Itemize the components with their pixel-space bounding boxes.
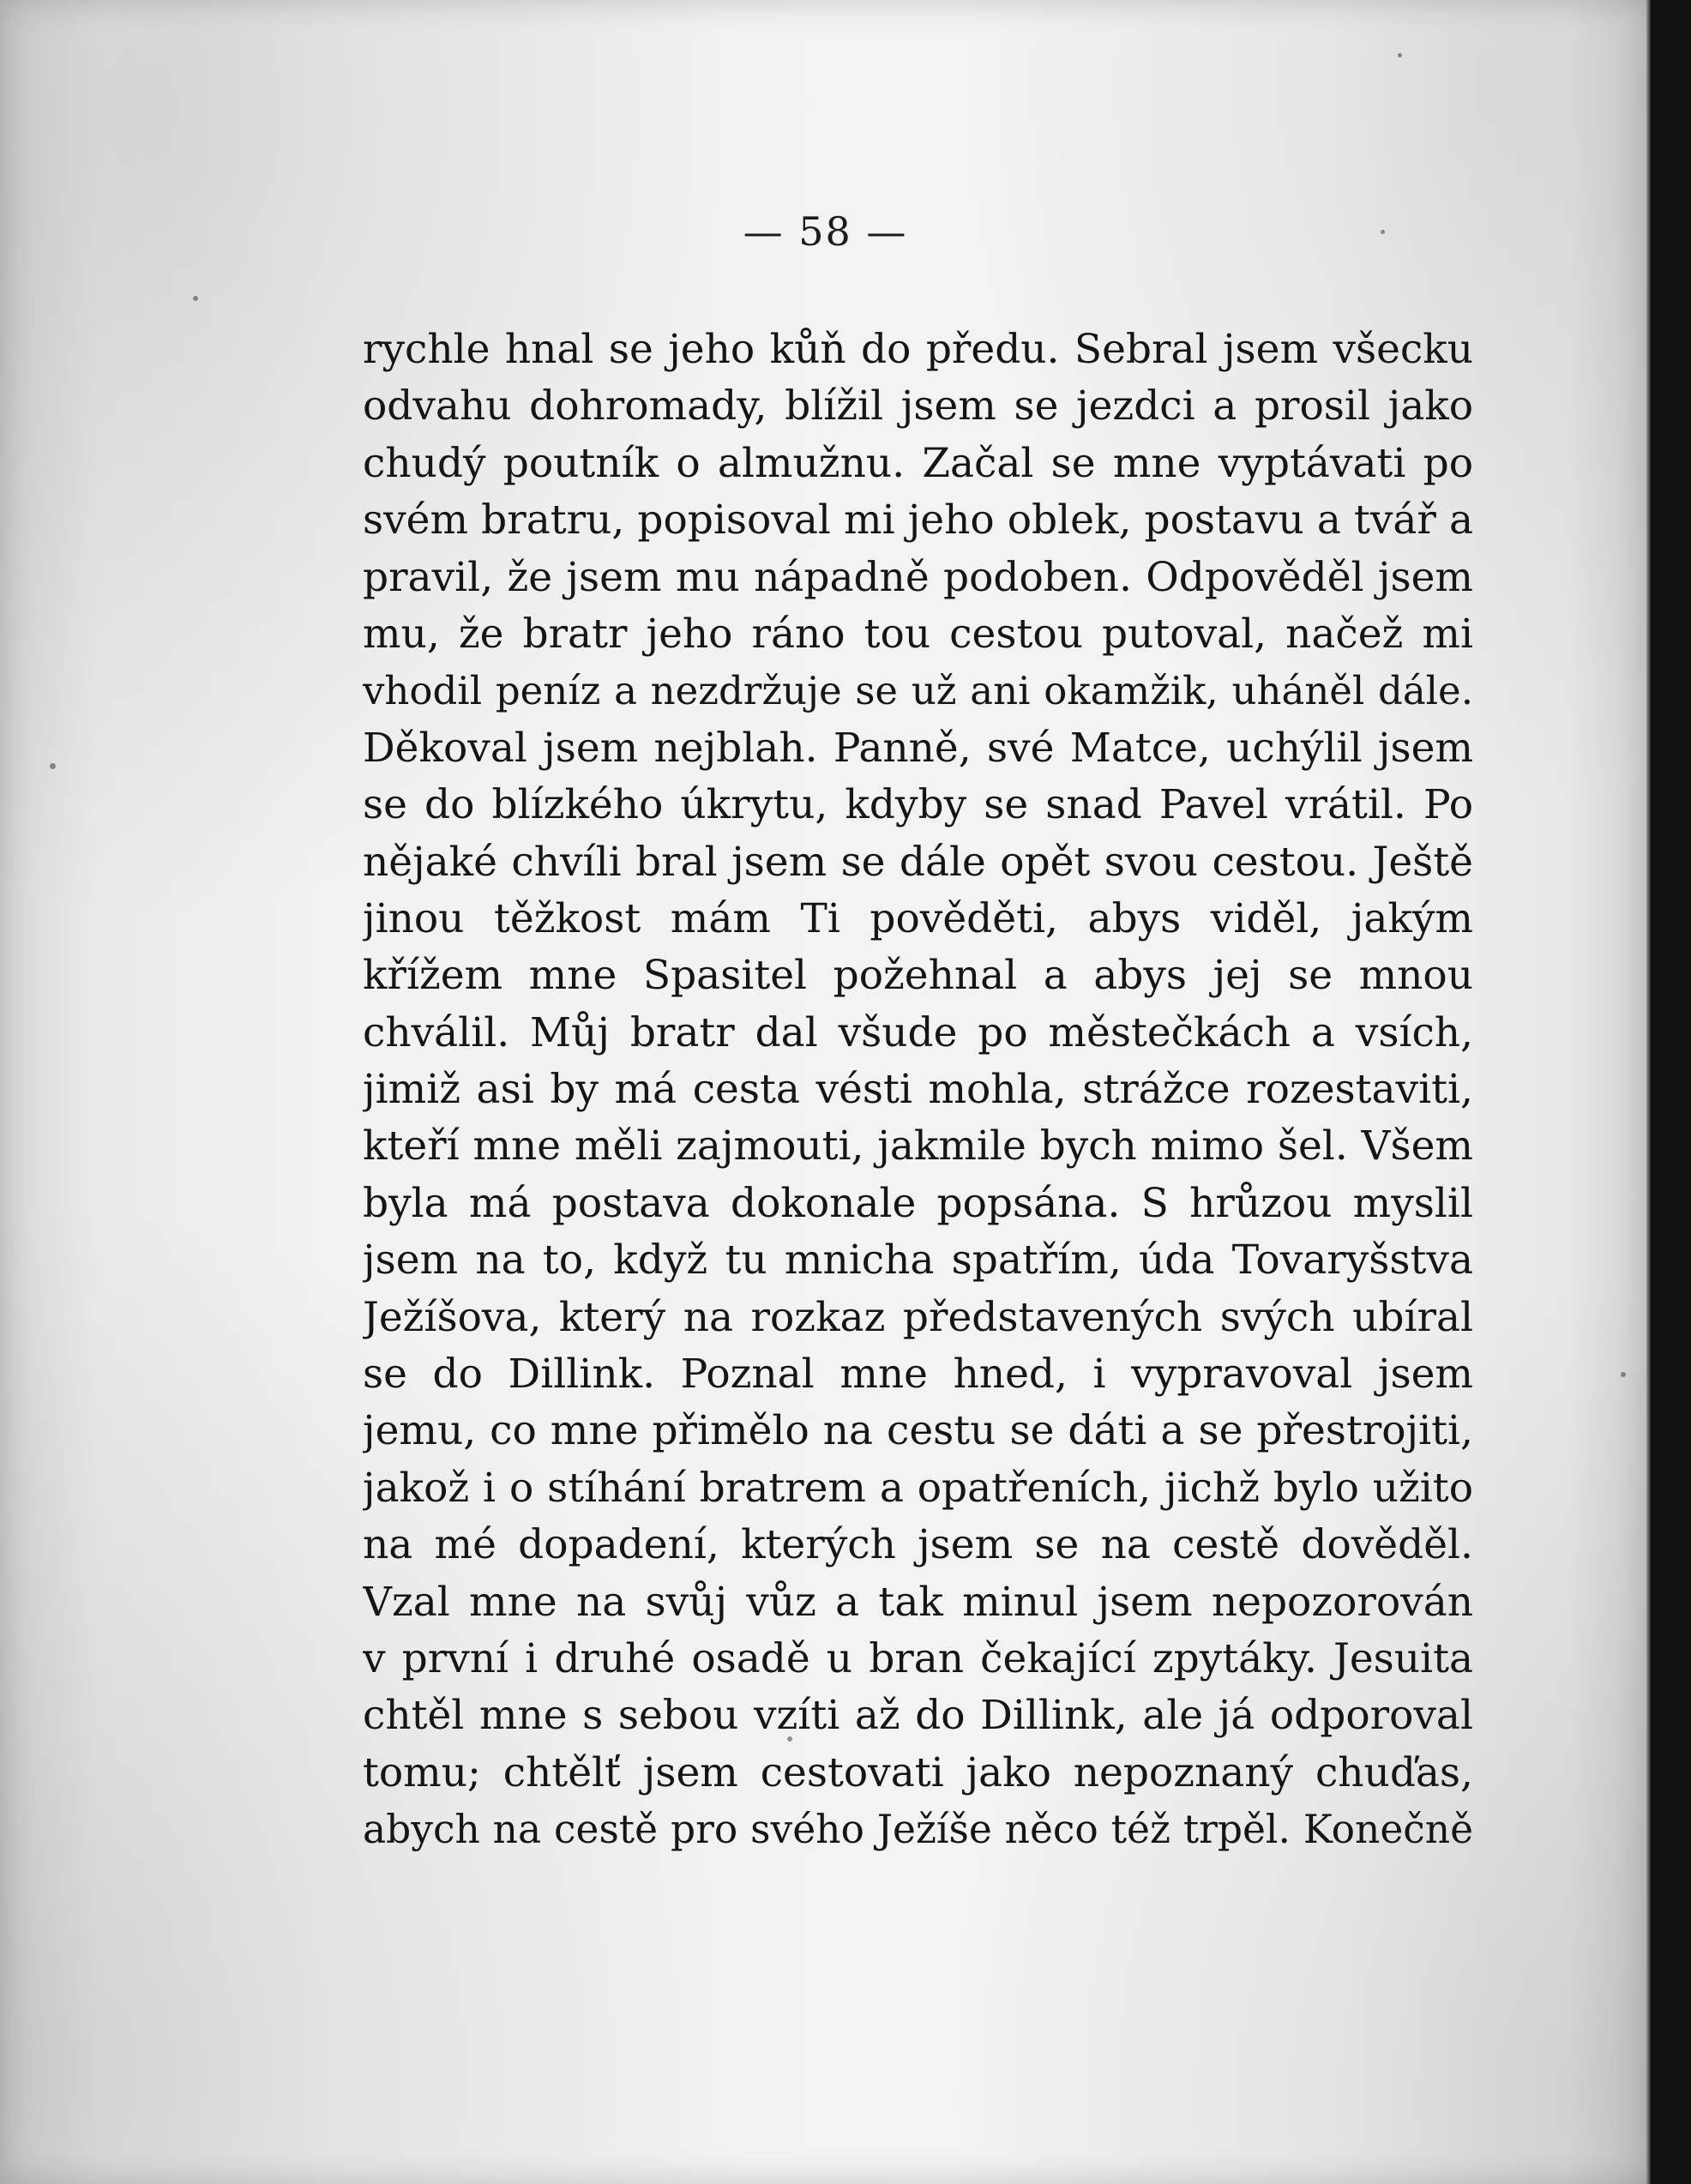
text-line: se do blízkého úkrytu, kdyby se snad Pavel vrátil. Po <box>363 781 1473 829</box>
text-line: na mé dopadení, kterých jsem se na cestě dověděl. <box>363 1521 1473 1569</box>
text-line: jakož i o stíhání bratrem a opatřeních, jichž bylo užito <box>363 1464 1473 1512</box>
text-line: jsem na to, když tu mnicha spatřím, úda Tovaryšstva <box>363 1236 1473 1285</box>
text-line: mu, že bratr jeho ráno tou cestou putoval, načež mi <box>363 610 1473 658</box>
paper-speck <box>1621 1372 1626 1377</box>
paper-speck <box>50 763 56 769</box>
text-line: chválil. Můj bratr dal všude po městečkách a vsích, <box>363 1008 1473 1056</box>
text-line: abych na cestě pro svého Ježíše něco též trpěl. Konečně <box>363 1807 1473 1853</box>
paper-speck <box>193 296 198 301</box>
body-text <box>363 322 1473 1859</box>
text-line: jimiž asi by má cesta vésti mohla, strážce rozestaviti, <box>363 1066 1473 1114</box>
text-line: chudý poutník o almužnu. Začal se mne vyptávati po <box>363 439 1473 487</box>
text-line: v první i druhé osadě u bran čekající zpytáky. Jesuita <box>363 1634 1473 1682</box>
text-line: chtěl mne s sebou vzíti až do Dillink, ale já odporoval <box>363 1692 1473 1740</box>
text-line: se do Dillink. Poznal mne hned, i vypravoval jsem <box>363 1351 1473 1399</box>
text-line: nějaké chvíli bral jsem se dále opět svou cestou. Ještě <box>363 838 1473 886</box>
text-line: Děkoval jsem nejblah. Panně, své Matce, uchýlil jsem <box>363 724 1473 772</box>
text-line: jinou těžkost mám Ti pověděti, abys viděl, jakým <box>363 894 1473 942</box>
text-line: Vzal mne na svůj vůz a tak minul jsem nepozorován <box>363 1578 1473 1626</box>
scan-border <box>1651 0 1691 2184</box>
text-line: Ježíšova, který na rozkaz představených svých ubíral <box>363 1293 1473 1341</box>
text-line: svém bratru, popisoval mi jeho oblek, postavu a tvář a <box>363 496 1473 544</box>
text-line: odvahu dohromady, blížil jsem se jezdci a prosil jako <box>363 382 1473 430</box>
text-line: rychle hnal se jeho kůň do předu. Sebral jsem všecku <box>363 326 1473 373</box>
page-number: — 58 — <box>743 208 908 255</box>
text-line: tomu; chtělť jsem cestovati jako nepoznaný chuďas, <box>363 1748 1473 1796</box>
text-line: kteří mne měli zajmouti, jakmile bych mimo šel. Všem <box>363 1122 1473 1170</box>
text-line: křížem mne Spasitel požehnal a abys jej se mnou <box>363 952 1473 1000</box>
text-line: vhodil peníz a nezdržuje se už ani okamžik, uháněl dále. <box>363 668 1473 714</box>
text-line: pravil, že jsem mu nápadně podoben. Odpověděl jsem <box>363 553 1473 601</box>
paper-speck <box>1398 53 1402 57</box>
text-line: byla má postava dokonale popsána. S hrůzou myslil <box>363 1179 1473 1227</box>
text-line: jemu, co mne přimělo na cestu se dáti a se přestrojiti, <box>363 1407 1473 1455</box>
